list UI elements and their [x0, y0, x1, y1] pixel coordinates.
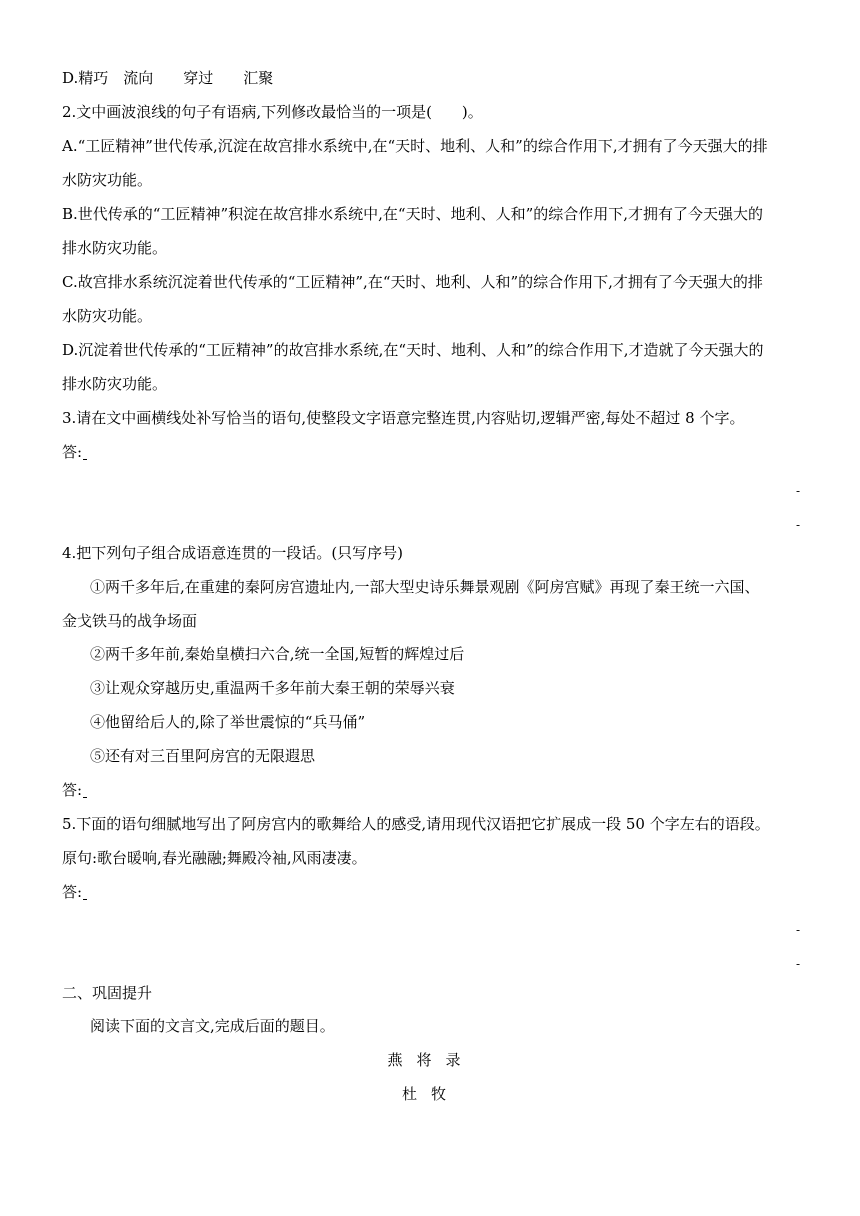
- q2-option-b-line1: B.世代传承的“工匠精神”积淀在故宫排水系统中,在“天时、地利、人和”的综合作用下,才拥有了今天强大的: [62, 205, 764, 223]
- q4-sentence-3: ③让观众穿越历史,重温两千多年前大秦王朝的荣辱兴衰: [90, 679, 455, 697]
- q2-option-a-line1: A.“工匠精神”世代传承,沉淀在故宫排水系统中,在“天时、地利、人和”的综合作用下,才拥有了今天强大的排: [62, 137, 768, 155]
- q2-option-d-line1: D.沉淀着世代传承的“工匠精神”的故宫排水系统,在“天时、地利、人和”的综合作用下,才造就了今天强大的: [62, 341, 764, 359]
- q3-answer-label: 答:: [62, 441, 87, 463]
- q4-stem: 4.把下列句子组合成语意连贯的一段话。(只写序号): [62, 544, 404, 562]
- section-heading: 二、巩固提升: [62, 984, 153, 1002]
- q2-option-a-line2: 水防灾功能。: [62, 171, 153, 189]
- q1-option-d: D.精巧 流向 穿过 汇聚: [62, 69, 274, 87]
- q2-option-c-line2: 水防灾功能。: [62, 307, 153, 325]
- q4-answer-label: 答:: [62, 779, 87, 801]
- q2-option-b-line2: 排水防灾功能。: [62, 239, 168, 257]
- q4-sentence-2: ②两千多年前,秦始皇横扫六合,统一全国,短暂的辉煌过后: [90, 645, 465, 663]
- reading-instruction: 阅读下面的文言文,完成后面的题目。: [90, 1017, 335, 1035]
- answer-line-mark: -: [795, 484, 800, 498]
- q3-stem: 3.请在文中画横线处补写恰当的语句,使整段文字语意完整连贯,内容贴切,逻辑严密,每处不超过 8 个字。: [62, 409, 745, 427]
- document-page: [62, 0, 800, 1216]
- q4-sentence-4: ④他留给后人的,除了举世震惊的“兵马俑”: [90, 713, 366, 731]
- q5-original-sentence: 原句:歌台暖响,春光融融;舞殿冷袖,风雨凄凄。: [62, 849, 367, 867]
- q4-sentence-1-line2: 金戈铁马的战争场面: [62, 612, 198, 630]
- passage-title: 燕将录: [387, 1051, 475, 1069]
- q2-option-c-line1: C.故宫排水系统沉淀着世代传承的“工匠精神”,在“天时、地利、人和”的综合作用下,才拥有了今天强大的排: [62, 273, 763, 291]
- q2-option-d-line2: 排水防灾功能。: [62, 375, 168, 393]
- q5-stem: 5.下面的语句细腻地写出了阿房宫内的歌舞给人的感受,请用现代汉语把它扩展成一段 50 个字左右的语段。: [62, 815, 770, 833]
- q2-stem: 2.文中画波浪线的句子有语病,下列修改最恰当的一项是( )。: [62, 103, 483, 121]
- q5-answer-label: 答:: [62, 881, 87, 903]
- q4-sentence-1-line1: ①两千多年后,在重建的秦阿房宫遗址内,一部大型史诗乐舞景观剧《阿房宫赋》再现了秦王统一六国、: [90, 578, 760, 596]
- answer-line-mark: -: [795, 923, 800, 937]
- answer-line-mark: -: [795, 957, 800, 971]
- passage-author: 杜牧: [401, 1085, 460, 1103]
- q4-sentence-5: ⑤还有对三百里阿房宫的无限遐思: [90, 747, 316, 765]
- answer-line-mark: -: [795, 518, 800, 532]
